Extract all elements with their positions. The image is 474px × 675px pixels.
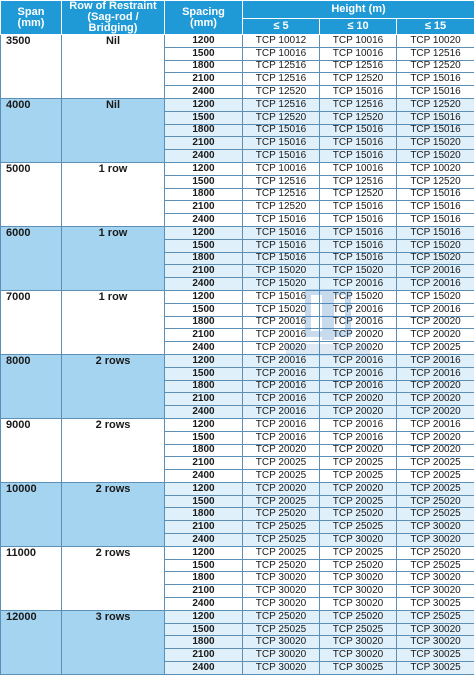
height-col-10: ≤ 10	[320, 18, 397, 34]
section-cell: TCP 15016	[320, 239, 397, 252]
section-cell: TCP 20016	[243, 393, 320, 406]
table-row	[1, 98, 474, 111]
section-cell: TCP 25020	[320, 508, 397, 521]
section-cell: TCP 15020	[243, 265, 320, 278]
table-row	[1, 482, 474, 495]
restraint-header	[62, 1, 165, 35]
section-cell: TCP 15016	[243, 290, 320, 303]
section-cell: TCP 20020	[397, 316, 474, 329]
section-cell: TCP 30020	[320, 585, 397, 598]
spacing-cell: 1200	[165, 418, 243, 431]
section-cell: TCP 12520	[243, 111, 320, 124]
section-cell: TCP 15016	[320, 252, 397, 265]
spacing-cell: 2400	[165, 662, 243, 675]
section-cell: TCP 20016	[397, 418, 474, 431]
spacing-cell: 2100	[165, 265, 243, 278]
spacing-cell: 1200	[165, 290, 243, 303]
section-cell: TCP 15016	[243, 252, 320, 265]
section-cell: TCP 15020	[397, 137, 474, 150]
spacing-cell: 1800	[165, 380, 243, 393]
section-cell: TCP 15016	[243, 239, 320, 252]
section-cell: TCP 20016	[397, 303, 474, 316]
span-cell: 6000	[1, 226, 62, 290]
section-cell: TCP 15020	[397, 252, 474, 265]
section-cell: TCP 15020	[243, 278, 320, 291]
section-cell: TCP 15016	[320, 214, 397, 227]
section-cell: TCP 15016	[320, 226, 397, 239]
section-cell: TCP 12520	[320, 111, 397, 124]
spacing-cell: 1200	[165, 354, 243, 367]
section-cell: TCP 20020	[320, 329, 397, 342]
spacing-cell: 1800	[165, 316, 243, 329]
section-cell: TCP 12520	[320, 73, 397, 86]
section-cell: TCP 15016	[397, 188, 474, 201]
spacing-cell: 1500	[165, 495, 243, 508]
spacing-cell: 2400	[165, 86, 243, 99]
section-cell: TCP 15016	[397, 201, 474, 214]
spacing-cell: 2100	[165, 393, 243, 406]
section-cell: TCP 20016	[320, 316, 397, 329]
section-cell: TCP 20016	[320, 278, 397, 291]
section-cell: TCP 20016	[243, 367, 320, 380]
section-cell: TCP 25020	[397, 546, 474, 559]
section-cell: TCP 25020	[320, 610, 397, 623]
table-header	[1, 1, 474, 35]
section-cell: TCP 20020	[243, 342, 320, 355]
table-row	[1, 546, 474, 559]
section-cell: TCP 25025	[397, 559, 474, 572]
table-row	[1, 354, 474, 367]
section-cell: TCP 15016	[320, 124, 397, 137]
section-cell: TCP 12520	[320, 188, 397, 201]
spacing-cell: 1200	[165, 546, 243, 559]
section-cell: TCP 15016	[397, 111, 474, 124]
section-cell: TCP 12520	[397, 60, 474, 73]
span-cell: 9000	[1, 418, 62, 482]
section-cell: TCP 20020	[397, 406, 474, 419]
section-cell: TCP 20016	[320, 303, 397, 316]
height-col-5: ≤ 5	[243, 18, 320, 34]
spacing-cell: 2400	[165, 278, 243, 291]
span-cell: 7000	[1, 290, 62, 354]
spacing-cell: 1500	[165, 367, 243, 380]
section-cell: TCP 12516	[320, 98, 397, 111]
section-cell: TCP 20025	[243, 470, 320, 483]
section-cell: TCP 30020	[243, 649, 320, 662]
section-cell: TCP 30020	[320, 636, 397, 649]
spacing-cell: 1500	[165, 623, 243, 636]
section-cell: TCP 20016	[397, 354, 474, 367]
spacing-cell: 2400	[165, 342, 243, 355]
table-row	[1, 418, 474, 431]
section-cell: TCP 25020	[243, 508, 320, 521]
section-cell: TCP 25020	[243, 610, 320, 623]
table-row	[1, 610, 474, 623]
section-cell: TCP 30020	[243, 636, 320, 649]
section-cell: TCP 15016	[397, 214, 474, 227]
spacing-cell: 2400	[165, 214, 243, 227]
restraint-cell: 1 row	[62, 162, 165, 226]
section-cell: TCP 20016	[397, 278, 474, 291]
section-cell: TCP 30020	[397, 636, 474, 649]
section-cell: TCP 12516	[243, 188, 320, 201]
spacing-cell: 1800	[165, 636, 243, 649]
section-cell: TCP 15016	[243, 124, 320, 137]
spacing-cell: 2100	[165, 457, 243, 470]
section-cell: TCP 20020	[243, 482, 320, 495]
section-cell: TCP 25025	[243, 521, 320, 534]
spacing-cell: 2100	[165, 73, 243, 86]
spacing-header-label: Spacing (mm)	[182, 6, 225, 29]
section-cell: TCP 25020	[397, 495, 474, 508]
section-cell: TCP 30020	[397, 623, 474, 636]
span-cell: 11000	[1, 546, 62, 610]
section-cell: TCP 15020	[320, 265, 397, 278]
spacing-cell: 1500	[165, 559, 243, 572]
section-cell: TCP 20025	[397, 457, 474, 470]
spacing-cell: 2400	[165, 150, 243, 163]
spacing-cell: 1800	[165, 188, 243, 201]
spacing-cell: 1200	[165, 482, 243, 495]
section-cell: TCP 15016	[243, 137, 320, 150]
section-cell: TCP 20025	[397, 482, 474, 495]
section-cell: TCP 20016	[397, 367, 474, 380]
restraint-cell: 2 rows	[62, 418, 165, 482]
section-cell: TCP 20016	[320, 431, 397, 444]
section-cell: TCP 30025	[397, 662, 474, 675]
spacing-cell: 2400	[165, 470, 243, 483]
section-cell: TCP 20025	[243, 495, 320, 508]
span-cell: 3500	[1, 35, 62, 99]
section-cell: TCP 12520	[243, 201, 320, 214]
spacing-cell: 2400	[165, 598, 243, 611]
spacing-cell: 1800	[165, 252, 243, 265]
section-cell: TCP 20025	[320, 546, 397, 559]
spacing-cell: 1200	[165, 226, 243, 239]
section-cell: TCP 10016	[320, 47, 397, 60]
span-cell: 4000	[1, 98, 62, 162]
section-cell: TCP 15020	[397, 150, 474, 163]
spacing-cell: 1800	[165, 124, 243, 137]
section-cell: TCP 20020	[320, 342, 397, 355]
spacing-cell: 1500	[165, 175, 243, 188]
restraint-cell: Nil	[62, 35, 165, 99]
spacing-cell: 2100	[165, 329, 243, 342]
restraint-cell: 1 row	[62, 290, 165, 354]
section-cell: TCP 10016	[320, 35, 397, 48]
section-cell: TCP 25025	[243, 534, 320, 547]
section-cell: TCP 15020	[243, 303, 320, 316]
section-cell: TCP 30020	[320, 649, 397, 662]
section-cell: TCP 10016	[243, 162, 320, 175]
span-cell: 8000	[1, 354, 62, 418]
spacing-cell: 2100	[165, 585, 243, 598]
height-header: Height (m)	[243, 1, 474, 19]
spacing-cell: 2400	[165, 534, 243, 547]
section-cell: TCP 15016	[320, 137, 397, 150]
section-cell: TCP 15016	[320, 86, 397, 99]
section-cell: TCP 20020	[397, 329, 474, 342]
spacing-cell: 1500	[165, 111, 243, 124]
section-cell: TCP 30025	[397, 649, 474, 662]
section-cell: TCP 10012	[243, 35, 320, 48]
section-cell: TCP 10020	[397, 35, 474, 48]
section-cell: TCP 20016	[320, 418, 397, 431]
section-cell: TCP 12516	[320, 175, 397, 188]
section-cell: TCP 12520	[397, 175, 474, 188]
section-cell: TCP 30020	[243, 598, 320, 611]
section-cell: TCP 12516	[243, 60, 320, 73]
section-cell: TCP 20016	[243, 329, 320, 342]
spacing-cell: 2100	[165, 521, 243, 534]
spacing-cell: 1200	[165, 98, 243, 111]
section-cell: TCP 30020	[320, 534, 397, 547]
table-row	[1, 35, 474, 48]
section-cell: TCP 15020	[320, 290, 397, 303]
spacing-cell: 1500	[165, 431, 243, 444]
span-cell: 10000	[1, 482, 62, 546]
spacing-cell: 1200	[165, 35, 243, 48]
section-cell: TCP 20016	[243, 380, 320, 393]
section-cell: TCP 25025	[320, 521, 397, 534]
section-cell: TCP 12520	[243, 86, 320, 99]
section-cell: TCP 30020	[397, 521, 474, 534]
section-cell: TCP 30020	[243, 572, 320, 585]
section-cell: TCP 30025	[320, 662, 397, 675]
section-cell: TCP 12516	[243, 175, 320, 188]
section-cell: TCP 15016	[243, 150, 320, 163]
section-cell: TCP 25025	[397, 508, 474, 521]
span-header-label: Span (mm)	[18, 6, 45, 29]
section-cell: TCP 30020	[397, 572, 474, 585]
spacing-cell: 1500	[165, 303, 243, 316]
section-cell: TCP 30020	[243, 662, 320, 675]
section-cell: TCP 25020	[320, 559, 397, 572]
section-cell: TCP 15020	[397, 290, 474, 303]
section-cell: TCP 25020	[243, 559, 320, 572]
section-cell: TCP 10020	[397, 162, 474, 175]
section-cell: TCP 20020	[397, 431, 474, 444]
section-cell: TCP 20020	[320, 444, 397, 457]
span-cell: 5000	[1, 162, 62, 226]
section-cell: TCP 15020	[397, 239, 474, 252]
section-cell: TCP 25025	[243, 623, 320, 636]
span-header	[1, 1, 62, 35]
section-cell: TCP 12516	[397, 47, 474, 60]
section-cell: TCP 20025	[397, 342, 474, 355]
restraint-cell: 2 rows	[62, 354, 165, 418]
section-cell: TCP 20016	[320, 380, 397, 393]
section-cell: TCP 20025	[320, 457, 397, 470]
spacing-cell: 1500	[165, 47, 243, 60]
table-row	[1, 226, 474, 239]
section-cell: TCP 12516	[243, 73, 320, 86]
spacing-cell: 1200	[165, 162, 243, 175]
section-cell: TCP 30020	[320, 598, 397, 611]
spacing-cell: 2100	[165, 137, 243, 150]
section-cell: TCP 15016	[397, 86, 474, 99]
restraint-cell: Nil	[62, 98, 165, 162]
table-row	[1, 162, 474, 175]
section-cell: TCP 20016	[243, 406, 320, 419]
section-cell: TCP 15016	[397, 124, 474, 137]
section-cell: TCP 30020	[397, 585, 474, 598]
section-cell: TCP 15016	[243, 226, 320, 239]
spacing-cell: 1800	[165, 508, 243, 521]
spacing-cell: 1800	[165, 444, 243, 457]
spacing-header	[165, 1, 243, 35]
section-cell: TCP 30020	[397, 534, 474, 547]
section-cell: TCP 12516	[243, 98, 320, 111]
spacing-cell: 2400	[165, 406, 243, 419]
section-cell: TCP 15016	[397, 226, 474, 239]
section-cell: TCP 12516	[320, 60, 397, 73]
height-col-15: ≤ 15	[397, 18, 474, 34]
table-row	[1, 290, 474, 303]
section-cell: TCP 20020	[320, 482, 397, 495]
section-cell: TCP 20016	[320, 367, 397, 380]
span-cell: 12000	[1, 610, 62, 674]
section-cell: TCP 20016	[243, 316, 320, 329]
section-cell: TCP 20016	[243, 431, 320, 444]
section-cell: TCP 20025	[397, 470, 474, 483]
restraint-header-label: Row of Restraint (Sag-rod / Bridging)	[69, 0, 156, 34]
spacing-cell: 1800	[165, 572, 243, 585]
section-cell: TCP 30020	[320, 572, 397, 585]
restraint-cell: 1 row	[62, 226, 165, 290]
spacing-cell: 1200	[165, 610, 243, 623]
section-cell: TCP 25025	[397, 610, 474, 623]
section-cell: TCP 20020	[320, 406, 397, 419]
table-body	[1, 35, 474, 675]
section-cell: TCP 15016	[320, 201, 397, 214]
section-cell: TCP 20020	[397, 380, 474, 393]
spacing-cell: 2100	[165, 649, 243, 662]
section-cell: TCP 20020	[397, 393, 474, 406]
section-cell: TCP 20025	[320, 470, 397, 483]
section-cell: TCP 20020	[397, 444, 474, 457]
section-cell: TCP 25025	[320, 623, 397, 636]
restraint-cell: 3 rows	[62, 610, 165, 674]
section-cell: TCP 20016	[243, 354, 320, 367]
section-cell: TCP 20025	[243, 457, 320, 470]
section-cell: TCP 20016	[320, 354, 397, 367]
section-cell: TCP 20020	[243, 444, 320, 457]
restraint-cell: 2 rows	[62, 546, 165, 610]
restraint-cell: 2 rows	[62, 482, 165, 546]
section-cell: TCP 10016	[320, 162, 397, 175]
spacing-cell: 1800	[165, 60, 243, 73]
section-cell: TCP 20025	[243, 546, 320, 559]
spacing-cell: 2100	[165, 201, 243, 214]
section-cell: TCP 20025	[320, 495, 397, 508]
section-cell: TCP 15016	[320, 150, 397, 163]
section-cell: TCP 15016	[243, 214, 320, 227]
section-cell: TCP 20016	[397, 265, 474, 278]
section-cell: TCP 30020	[243, 585, 320, 598]
section-cell: TCP 15016	[397, 73, 474, 86]
section-cell: TCP 12520	[397, 98, 474, 111]
section-cell: TCP 20020	[320, 393, 397, 406]
section-cell: TCP 30025	[397, 598, 474, 611]
section-cell: TCP 20016	[243, 418, 320, 431]
section-cell: TCP 10016	[243, 47, 320, 60]
spacing-cell: 1500	[165, 239, 243, 252]
